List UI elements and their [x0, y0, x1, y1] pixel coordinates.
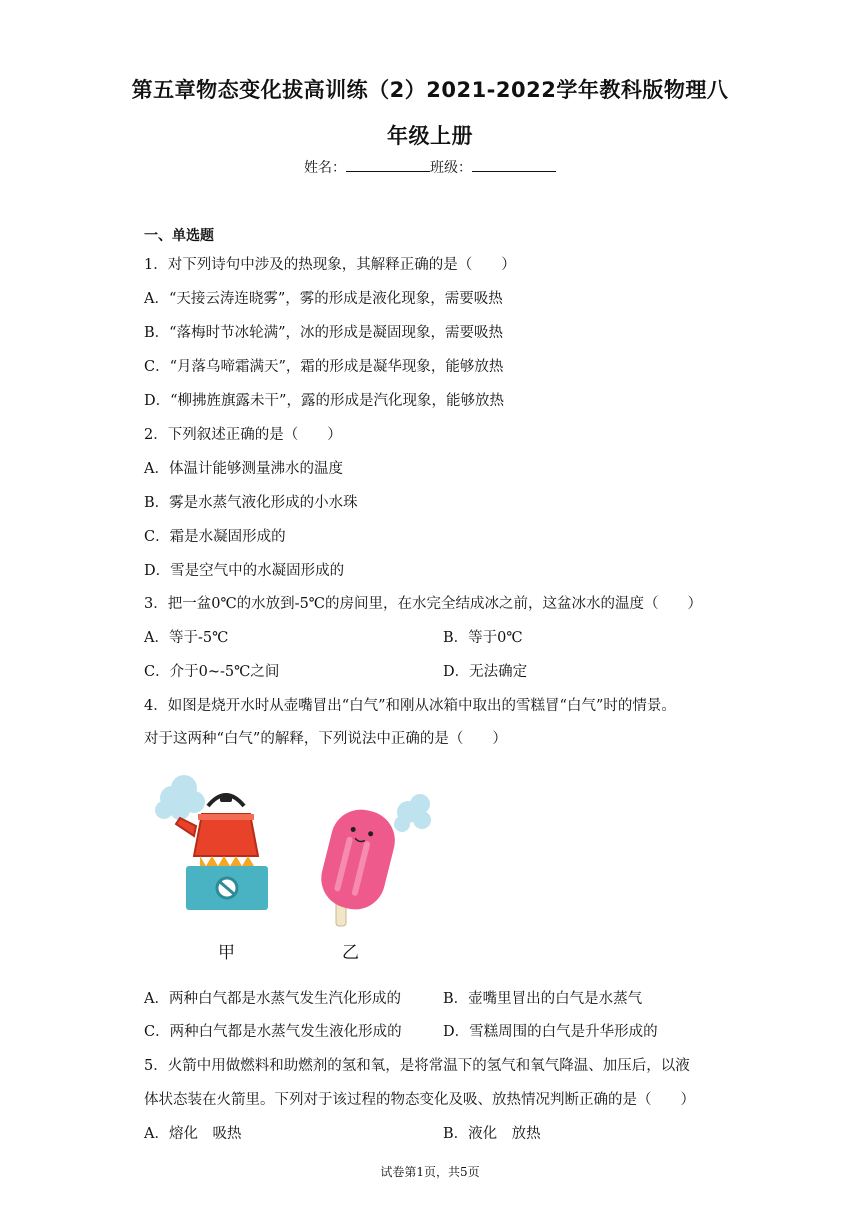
question-2-option-b: B．雾是水蒸气液化形成的小水珠 [144, 495, 358, 511]
class-label: 班级： [430, 160, 472, 176]
student-info [0, 157, 860, 177]
question-1-option-b: B．“落梅时节冰轮满”，冰的形成是凝固现象，需要吸热 [144, 325, 503, 341]
flame-icon [200, 856, 254, 866]
question-3-option-c: C．介于0~-5℃之间 [144, 664, 280, 680]
section-heading: 一、单选题 [144, 228, 214, 244]
class-blank[interactable] [472, 159, 556, 172]
question-5-stem-line-1: 5．火箭中用做燃料和助燃剂的氢和氧，是将常温下的氢气和氧气降温、加压后，以液 [144, 1058, 690, 1074]
question-4-option-d: D．雪糕周围的白气是升华形成的 [443, 1024, 658, 1040]
name-label: 姓名： [304, 160, 346, 176]
question-5-option-b: B．液化 放热 [443, 1126, 541, 1142]
question-4-stem-line-1: 4．如图是烧开水时从壶嘴冒出“白气”和刚从冰箱中取出的雪糕冒“白气”时的情景。 [144, 698, 676, 714]
kettle-and-popsicle-figure [150, 770, 450, 970]
question-2-option-a: A．体温计能够测量沸水的温度 [144, 461, 343, 477]
question-2-option-c: C．霜是水凝固形成的 [144, 529, 286, 545]
figure-label-jia: 甲 [218, 943, 235, 963]
question-4-option-b: B．壶嘴里冒出的白气是水蒸气 [443, 991, 643, 1007]
popsicle-icon [315, 803, 401, 926]
figure-label-yi: 乙 [342, 943, 359, 963]
question-4-stem-line-2: 对于这两种“白气”的解释，下列说法中正确的是（ ） [144, 731, 507, 747]
page-title-line-1: 第五章物态变化拔高训练（2）2021-2022学年教科版物理八 [131, 78, 729, 102]
popsicle-steam-icon [394, 794, 431, 832]
question-3-option-b: B．等于0℃ [443, 630, 523, 646]
question-2-stem: 2．下列叙述正确的是（ ） [144, 427, 342, 443]
question-2-option-d: D．雪是空气中的水凝固形成的 [144, 563, 345, 579]
question-3-option-a: A．等于-5℃ [144, 630, 229, 646]
question-1-option-c: C．“月落乌啼霜满天”，霜的形成是凝华现象，能够放热 [144, 359, 504, 375]
question-3-stem: 3．把一盆0℃的水放到-5℃的房间里，在水完全结成冰之前，这盆冰水的温度（ ） [144, 596, 703, 612]
page-title-line-2: 年级上册 [387, 124, 473, 148]
question-5-option-a: A．熔化 吸热 [144, 1126, 242, 1142]
question-1-stem: 1．对下列诗句中涉及的热现象，其解释正确的是（ ） [144, 257, 516, 273]
question-4-option-a: A．两种白气都是水蒸气发生汽化形成的 [144, 991, 401, 1007]
stove-icon [186, 866, 268, 910]
question-4-option-c: C．两种白气都是水蒸气发生液化形成的 [144, 1024, 402, 1040]
page-footer: 试卷第1页，共5页 [380, 1165, 480, 1179]
question-3-option-d: D．无法确定 [443, 664, 528, 680]
question-1-option-a: A．“天接云涛连晓雾”，雾的形成是液化现象，需要吸热 [144, 291, 503, 307]
name-blank[interactable] [346, 159, 430, 172]
question-5-stem-line-2: 体状态装在火箭里。下列对于该过程的物态变化及吸、放热情况判断正确的是（ ） [144, 1092, 695, 1108]
steam-cloud-icon [155, 775, 205, 820]
question-1-option-d: D．“柳拂旌旗露未干”，露的形成是汽化现象，能够放热 [144, 393, 504, 409]
